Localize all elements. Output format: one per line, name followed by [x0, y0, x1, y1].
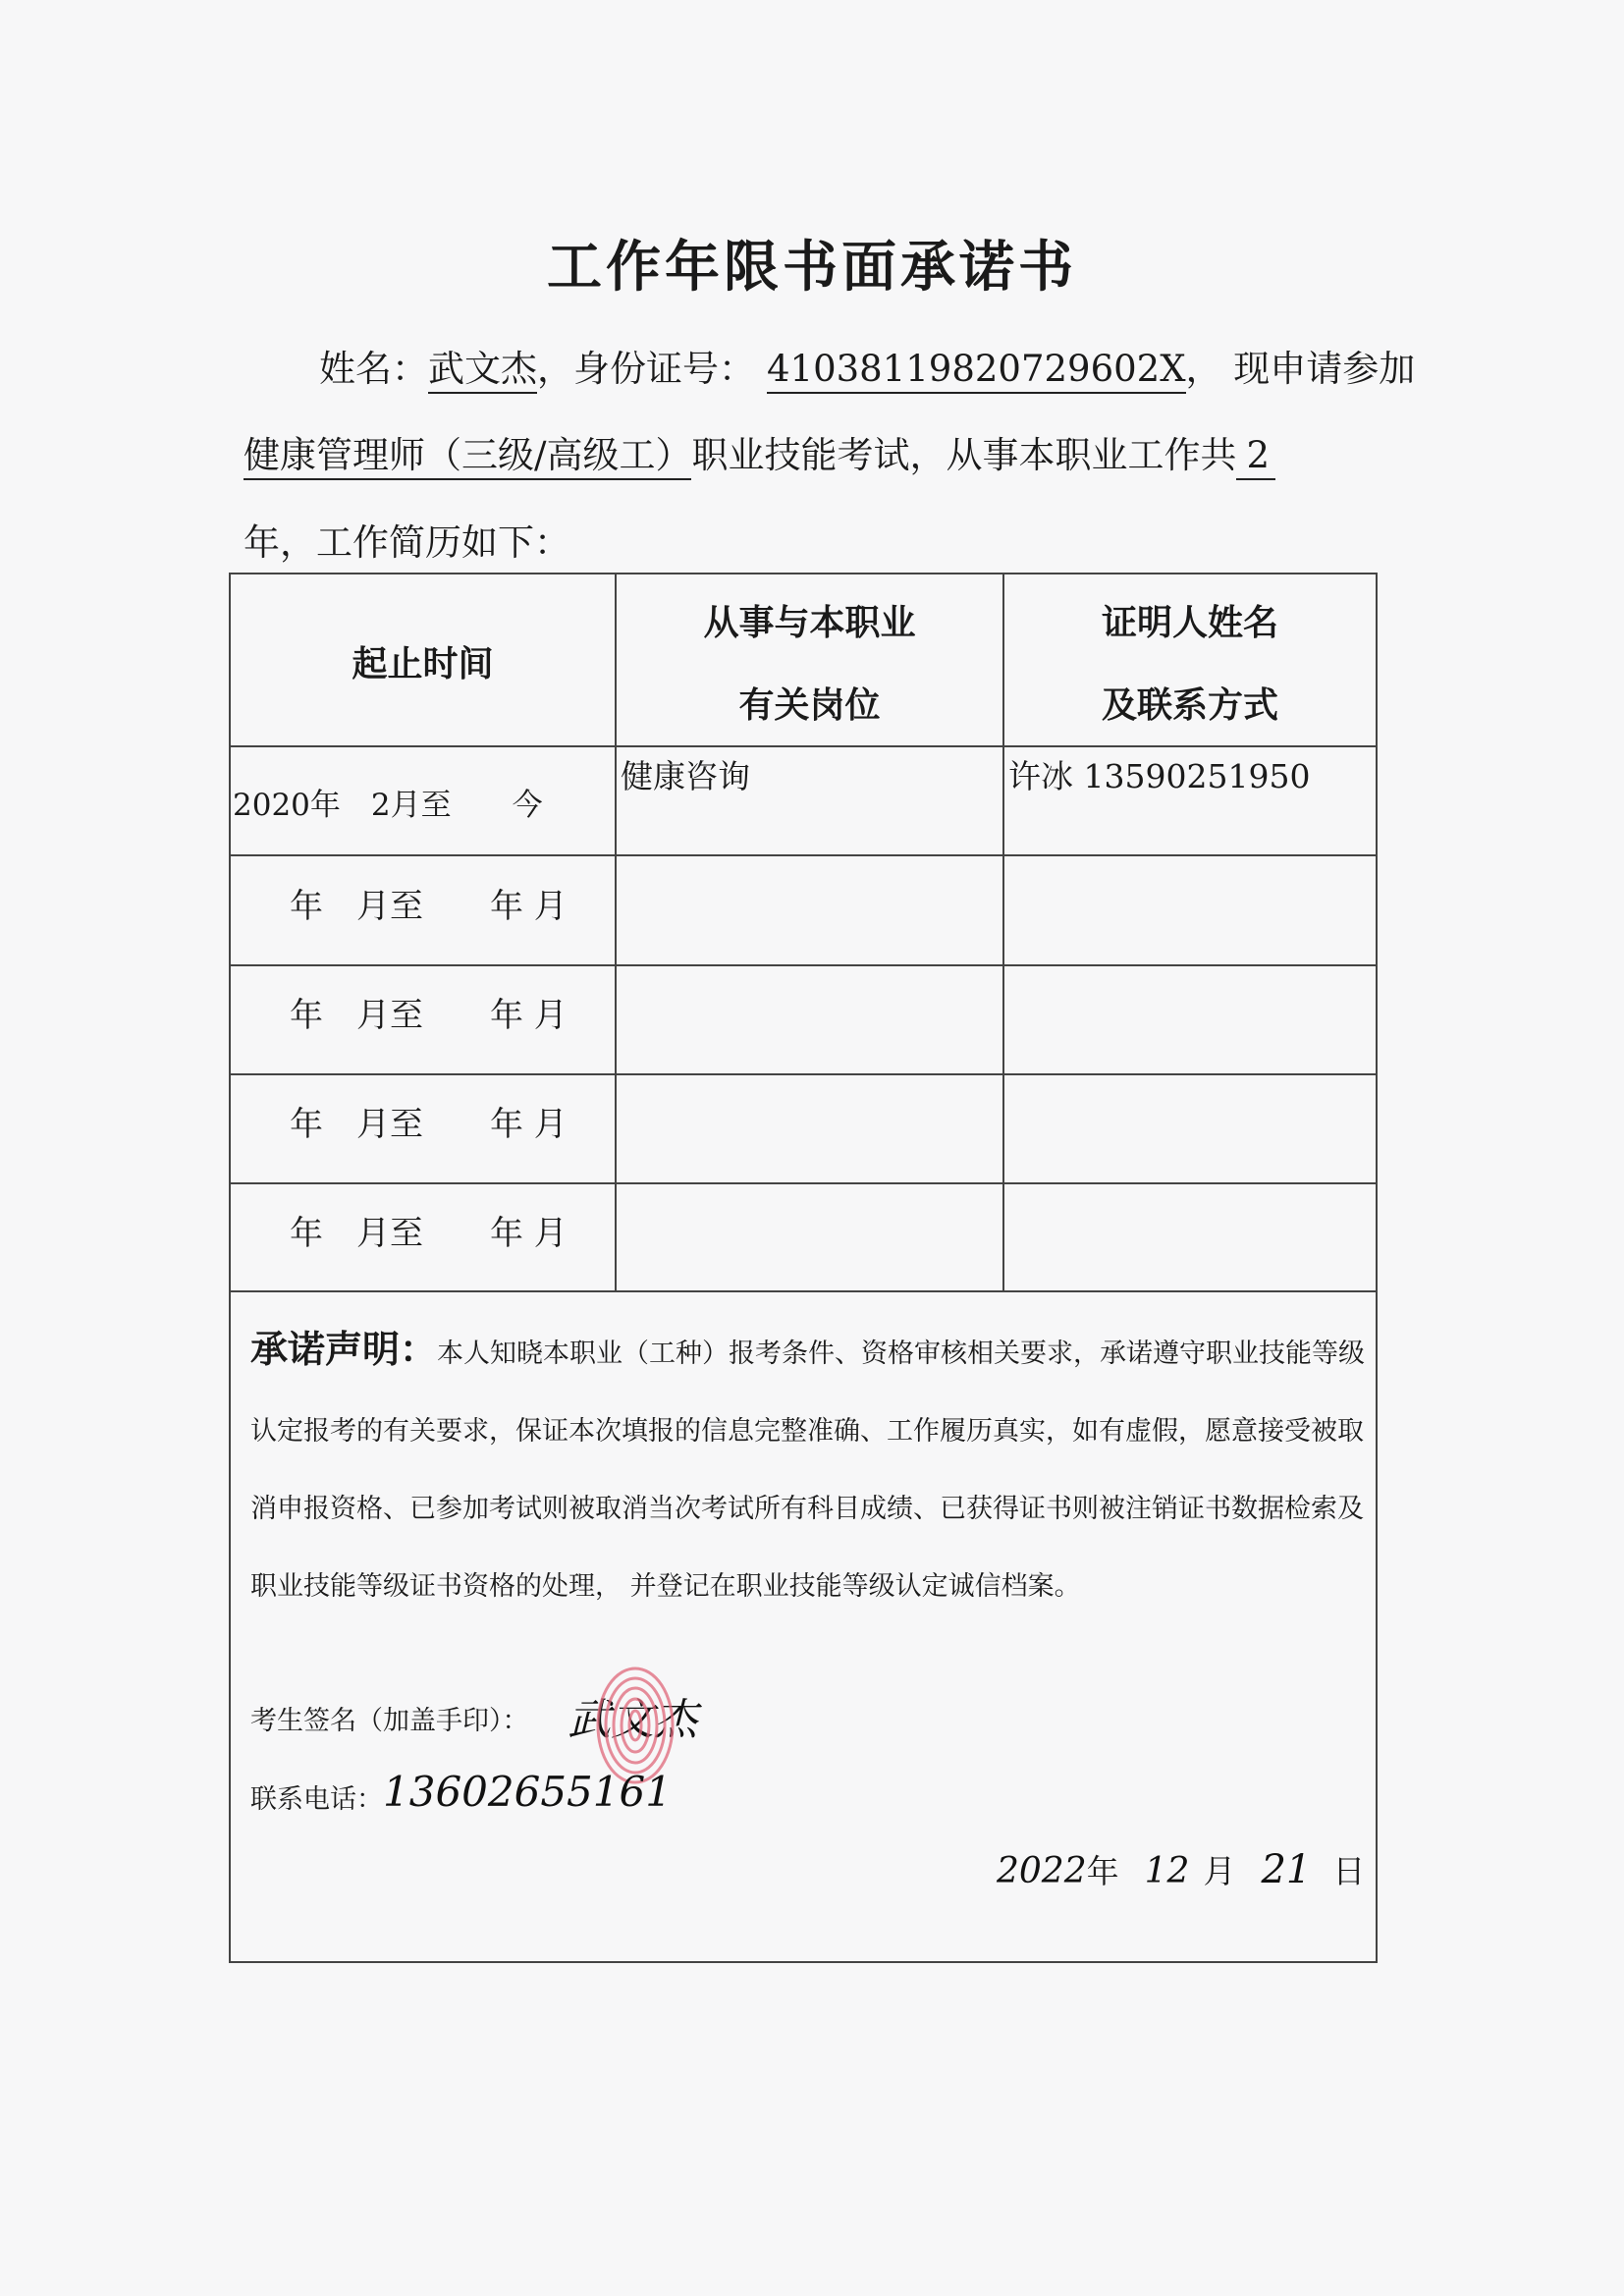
table-row-period: 年 月至 年 月: [290, 1214, 568, 1253]
table-row-witness: 许冰 13590251950: [1008, 757, 1311, 795]
table-border-right: [1376, 573, 1378, 1962]
date-month-suffix: 月: [1203, 1852, 1236, 1890]
table-border-top: [229, 573, 1378, 574]
apply-text: ， 现申请参加: [1185, 348, 1416, 390]
header-witness-line2: 及联系方式: [1101, 685, 1278, 726]
table-rows-bottom: [229, 1290, 1378, 1292]
table-row-period: 2020年 2月至 今: [233, 788, 543, 823]
date-day: 21: [1261, 1847, 1312, 1892]
work-years: 2: [1236, 434, 1275, 480]
handwritten-signature: 武文杰: [568, 1695, 697, 1745]
header-position-line1: 从事与本职业: [703, 603, 916, 643]
document-title: 工作年限书面承诺书: [547, 236, 1077, 300]
header-witness-line1: 证明人姓名: [1101, 603, 1278, 643]
date-year: 2022: [997, 1851, 1087, 1891]
intro-line-3: [244, 513, 570, 566]
table-row-position: 健康咨询: [621, 757, 750, 795]
header-period: 起止时间: [352, 644, 494, 684]
resume-text: 年，工作简历如下：: [244, 521, 570, 564]
signature-label: 考生签名（加盖手印）：: [250, 1706, 529, 1736]
occupation: 健康管理师（三级/高级工）: [244, 434, 691, 480]
table-row-divider: [229, 1073, 1378, 1075]
table-row-divider: [229, 854, 1378, 856]
handwritten-phone: 13602655161: [383, 1768, 672, 1816]
name-label: 姓名：: [319, 348, 428, 390]
intro-line-1: [319, 339, 1415, 392]
id-label: ，身份证号：: [537, 348, 755, 390]
date-year-suffix: 年: [1086, 1852, 1119, 1890]
table-border-bottom: [229, 1961, 1378, 1963]
table-row-period: 年 月至 年 月: [290, 1105, 568, 1144]
table-row-divider: [229, 1182, 1378, 1184]
table-header-bottom: [229, 745, 1378, 747]
exam-text: 职业技能考试，从事本职业工作共: [691, 434, 1237, 476]
date-day-suffix: 日: [1332, 1852, 1366, 1890]
declaration-heading: 承诺声明：: [250, 1328, 438, 1371]
phone-label: 联系电话：: [250, 1784, 383, 1815]
table-row-period: 年 月至 年 月: [290, 887, 568, 926]
signing-date: [997, 1846, 1365, 1892]
applicant-name: 武文杰: [428, 348, 537, 394]
id-number: 41038119820729602X: [767, 348, 1186, 394]
intro-line-2: [244, 425, 1275, 478]
table-row-period: 年 月至 年 月: [290, 996, 568, 1035]
table-border-left: [229, 573, 231, 1962]
declaration-text: [250, 1311, 1370, 1625]
table-row-divider: [229, 964, 1378, 966]
declaration-body: 本人知晓本职业（工种）报考条件、资格审核相关要求，承诺遵守职业技能等级认定报考的有关要求，保证本次填报的信息完整准确、工作履历真实，如有虚假，愿意接受被取消申报资格、已参加考试则被取消当次考试所有科目成绩、已获得证书则被注销证书数据检索及职业技能等级证书资格的处理， 并登记在职业技能等级认定诚信档案。: [250, 1339, 1366, 1602]
header-position-line2: 有关岗位: [738, 685, 881, 726]
date-month: 12: [1144, 1851, 1190, 1891]
